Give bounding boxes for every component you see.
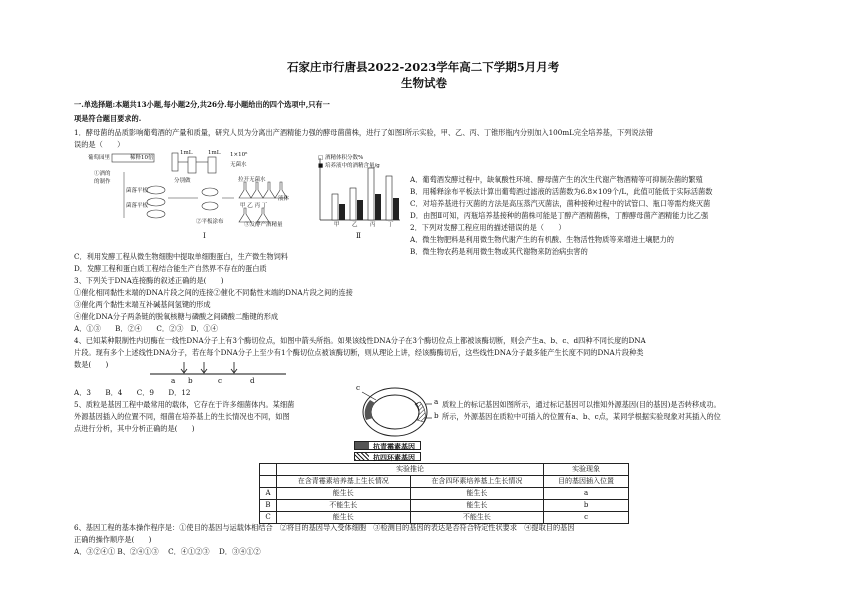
table-corner-2 bbox=[260, 476, 277, 488]
table-cell: 能生长 bbox=[410, 500, 544, 512]
fig1-label-dilution2: 1×10⁶ bbox=[230, 152, 248, 158]
fig1-label-treat: 分别做 bbox=[174, 178, 191, 184]
q4-seg-label-c: c bbox=[218, 376, 223, 385]
fig2-roman: Ⅱ bbox=[356, 231, 361, 240]
q4-seg-label-b: b bbox=[188, 376, 193, 385]
table-cell: c bbox=[544, 512, 629, 524]
q5-stem-right-line1: 质粒上的标记基因如图所示，通过标记基因可以推知外源基因(目的基因)是否转移成功。 bbox=[442, 400, 721, 409]
legend-tetracycline-label: 抗四环素基因 bbox=[373, 453, 415, 462]
fig1-label-bottles: 甲 乙 丙 丁 bbox=[240, 203, 268, 209]
q2-option-b: B．微生物农药是利用微生物或其代谢物来防治病虫害的 bbox=[410, 247, 588, 256]
table-row-key: B bbox=[260, 500, 277, 512]
table-row-key: C bbox=[260, 512, 277, 524]
fig1-label-vol2: 1mL bbox=[208, 150, 221, 156]
q4-seg-label-a: a bbox=[171, 376, 176, 385]
table-cell: a bbox=[544, 488, 629, 500]
bar-ding-fill bbox=[393, 198, 399, 220]
q5-plasmid-diagram bbox=[356, 384, 434, 440]
q2-option-d: D．发酵工程和蛋白质工程结合能生产自然界不存在的蛋白质 bbox=[74, 264, 267, 273]
fig1-label-plate-b: 菌落平板 bbox=[126, 203, 149, 209]
q1-option-a: A．葡萄酒发酵过程中，缺氧酸性环境、酵母菌产生的次生代谢产物酒精等可抑制杂菌的繁殖 bbox=[410, 175, 703, 184]
q2-option-a: A．微生物肥料是利用微生物代谢产生的有机酸、生物活性物质等来增进土壤肥力的 bbox=[410, 235, 674, 244]
plasmid-label-a: a bbox=[434, 397, 439, 406]
section-header-line1: 一.单选择题:本题共13小题,每小题2分,共26分.每小题给出的四个选项中,只有一 bbox=[74, 100, 330, 109]
q2-stem: 2．下列对发酵工程应用的描述错误的是（ ） bbox=[410, 223, 566, 232]
table-head-result: 实验现象 bbox=[544, 464, 629, 476]
exam-subtitle: 生物试卷 bbox=[401, 76, 447, 90]
table-col-insert-site: 目的基因插入位置 bbox=[544, 476, 629, 488]
plasmid-label-c: c bbox=[356, 383, 361, 392]
q4-stem-line2: 片段。现有多个上述线性DNA分子，若在每个DNA分子上至少有1个酶切位点被该酶切断，则从理论上讲，经该酶酶切后，这些线性DNA分子最多能产生长度不同的DNA片段种类 bbox=[74, 348, 644, 357]
table-row bbox=[260, 500, 629, 512]
table-cell: 不能生长 bbox=[410, 512, 544, 524]
legend-tetracycline bbox=[354, 452, 421, 461]
fig2-x-label-4: 丁 bbox=[388, 222, 394, 228]
fig1-roman: Ⅰ bbox=[203, 231, 206, 240]
q6-stem-line2: 正确的操作顺序是( ) bbox=[74, 535, 152, 544]
table-row bbox=[260, 488, 629, 500]
bar-yi-open bbox=[350, 188, 356, 220]
q4-seg-label-d: d bbox=[250, 376, 255, 385]
q5-stem-line3: 点进行分析，其中分析正确的是( ) bbox=[74, 424, 195, 433]
legend-penicillin-label: 抗青霉素基因 bbox=[373, 442, 415, 451]
q1-option-c: C．对培养基进行灭菌的方法是高压蒸汽灭菌法，菌种接种过程中的试管口、瓶口等需灼烧灭菌 bbox=[410, 199, 711, 208]
table-cell: 能生长 bbox=[277, 512, 411, 524]
table-row-key: A bbox=[260, 488, 277, 500]
fig1-label-step3: ③发酵产酒精量 bbox=[244, 222, 283, 228]
plasmid-label-b: b bbox=[434, 411, 439, 420]
bar-yi-fill bbox=[357, 200, 363, 220]
fig1-label-seal: 拉开无菌水 bbox=[238, 177, 266, 183]
q6-options: A．③②④① B、②④①③ C．④①②③ D．③④①② bbox=[74, 547, 261, 556]
table-cell: 能生长 bbox=[277, 488, 411, 500]
q1-option-d: D．由图Ⅱ可知，丙瓶培养基接种的菌株可能是丁醇产酒精菌株，丁醇酵母菌产酒精能力比乙强 bbox=[410, 211, 709, 220]
bar-jia-open bbox=[332, 194, 338, 220]
q1-stem-line1: 1．酵母菌的品质影响葡萄酒的产量和质量，研究人员为分离出产酒精能力强的酵母菌菌株，进行了如图Ⅰ所示实验，甲、乙、丙、丁锥形瓶内分别加入100mL完全培养基，下列说法错 bbox=[74, 128, 653, 137]
table-cell: 能生长 bbox=[410, 488, 544, 500]
q4-stem-line3: 数是( ) bbox=[74, 360, 109, 369]
section-header-line2: 项是符合题目要求的. bbox=[74, 114, 142, 123]
fig1-label-spread: ②平板涂布 bbox=[196, 219, 224, 225]
fig1-label-dilution: 稀释10倍 bbox=[130, 155, 154, 161]
penicillin-resistance-region bbox=[365, 400, 375, 420]
fig1-label-step1b: 的制作 bbox=[94, 179, 111, 185]
q2-option-c: C．利用发酵工程从微生物细胞中提取单细胞蛋白，生产微生物饲料 bbox=[74, 252, 288, 261]
table-row bbox=[260, 512, 629, 524]
fig1-label-vol: 1mL bbox=[180, 150, 193, 156]
bar-bing-open bbox=[368, 168, 374, 220]
legend-penicillin bbox=[354, 441, 421, 450]
table-corner bbox=[260, 464, 277, 476]
fig2-legend-2: ■ 培养液中的酒精含量/g bbox=[318, 163, 380, 169]
table-head-inference: 实验推论 bbox=[277, 464, 544, 476]
fig1-label-step1: ①酒的 bbox=[94, 171, 111, 177]
fig1-label-plate-a: 菌落平板 bbox=[126, 188, 149, 194]
exam-title: 石家庄市行唐县2022-2023学年高二下学期5月月考 bbox=[287, 60, 560, 74]
fig1-label-sterile: 无菌水 bbox=[230, 162, 247, 168]
legend-tetracycline-swatch bbox=[355, 453, 369, 460]
table-cell: 不能生长 bbox=[277, 500, 411, 512]
fig2-x-label-3: 丙 bbox=[370, 222, 376, 228]
q3-item-2: ③催化两个黏性末端互补碱基间氢键的形成 bbox=[74, 300, 211, 309]
legend-penicillin-swatch bbox=[355, 442, 369, 449]
q6-stem-line1: 6、基因工程的基本操作程序是：①使目的基因与运载体相结合 ②将目的基因导入受体细胞 ③检测目的基因的表达是否符合特定性状要求 ④提取目的基因 bbox=[74, 523, 575, 532]
q5-stem-line1: 5、质粒是基因工程中最常用的载体，它存在于许多细菌体内。某细菌 bbox=[74, 400, 295, 409]
fig1-label-seal2: 液体 bbox=[278, 196, 290, 202]
table-col-tetracycline: 在含四环素培养基上生长情况 bbox=[410, 476, 544, 488]
q5-result-table bbox=[259, 463, 629, 524]
q3-item-3: ④催化DNA分子两条链的脱氧核糖与磷酸之间磷酸二酯键的形成 bbox=[74, 312, 279, 321]
fig2-legend-1: □ 酒精体积分数% bbox=[318, 155, 364, 161]
q3-options: A．①③ B．②④ C．②③ D．①④ bbox=[74, 324, 218, 333]
q1-stem-line2: 误的是（ ） bbox=[74, 140, 125, 149]
fig2-x-label-1: 甲 bbox=[334, 222, 340, 228]
q5-stem-line2: 外源基因插入的位置不同，细菌在培养基上的生长情况也不同，如图 bbox=[74, 412, 290, 421]
fig2-bars bbox=[332, 168, 399, 220]
q4-stem-line1: 4、已知某种限制性内切酶在一线性DNA分子上有3个酶切位点，如图中箭头所指。如果该线性DNA分子在3个酶切位点上都被该酶切断，则会产生a、b、c、d四种不同长度的DNA bbox=[74, 336, 646, 345]
table-col-penicillin: 在含青霉素培养基上生长情况 bbox=[277, 476, 411, 488]
fig2-x-label-2: 乙 bbox=[352, 222, 358, 228]
fig1-label-origin: 葡萄园里 bbox=[88, 155, 111, 161]
q1-option-b: B．用稀释涂布平板法计算出葡萄酒过滤液的活菌数为6.8×109个/L，此值可能低于实际活菌数 bbox=[410, 187, 713, 196]
q5-stem-right-line2: 所示，外源基因在质粒中可插入的位置有a、b、c点，某同学根据实验现象对其插入的位 bbox=[442, 412, 721, 421]
bar-ding-open bbox=[386, 176, 392, 220]
bar-jia-fill bbox=[339, 204, 345, 220]
q3-item-1: ①催化相同黏性末端的DNA片段之间的连接②催化不同黏性末端的DNA片段之间的连接 bbox=[74, 288, 353, 297]
q4-options: A．3 B．4 C．9 D．12 bbox=[74, 388, 191, 397]
bar-bing-fill bbox=[375, 194, 381, 220]
q3-stem: 3、下列关于DNA连接酶的叙述正确的是( ) bbox=[74, 276, 224, 285]
table-cell: b bbox=[544, 500, 629, 512]
